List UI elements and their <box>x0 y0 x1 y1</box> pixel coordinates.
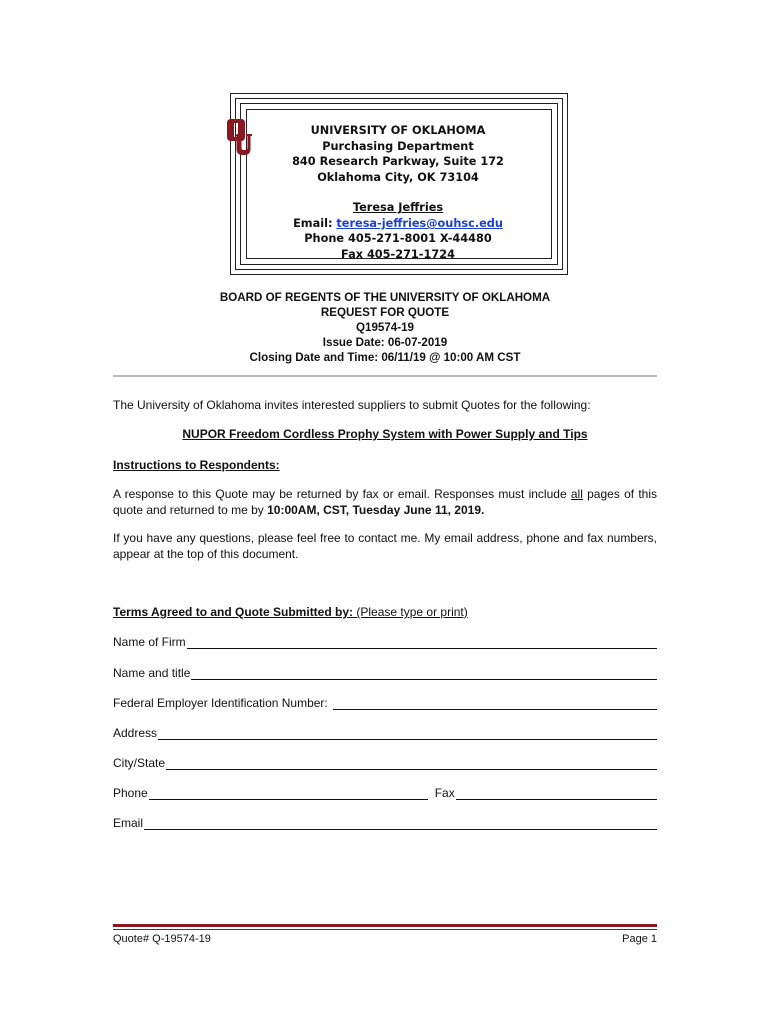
fax-label: Fax <box>434 786 455 800</box>
firm-name-field[interactable] <box>113 633 657 649</box>
para1-text-a: A response to this Quote may be returned by fax or email. Responses must include <box>113 487 571 501</box>
quote-number: Q19574-19 <box>355 321 414 334</box>
city-state-field[interactable] <box>113 754 657 770</box>
email-link[interactable]: teresa-jeffries@ouhsc.edu <box>336 217 503 230</box>
address-line[interactable] <box>158 727 657 740</box>
fein-label: Federal Employer Identification Number: <box>113 696 328 710</box>
fein-line[interactable] <box>333 697 657 710</box>
address-label: Address <box>113 726 158 740</box>
city-state-label: City/State <box>113 756 166 770</box>
divider <box>113 375 657 377</box>
email-line[interactable] <box>144 817 657 830</box>
address-line-1: 840 Research Parkway, Suite 172 <box>292 155 504 168</box>
issue-date: Issue Date: 06-07-2019 <box>322 336 448 349</box>
address-field[interactable] <box>113 724 657 740</box>
footer-rule-thick <box>113 924 657 927</box>
phone-fax-field[interactable] <box>113 784 657 800</box>
name-title-field[interactable] <box>113 664 657 680</box>
name-title-line[interactable] <box>191 667 657 680</box>
firm-name-line[interactable] <box>187 636 657 649</box>
contact-email <box>246 216 550 232</box>
firm-name-label: Name of Firm <box>113 635 186 649</box>
contact-fax: Fax 405-271-1724 <box>341 248 455 261</box>
footer-page-number: Page 1 <box>622 933 657 945</box>
terms-note: (Please type or print) <box>353 605 468 619</box>
phone-label: Phone <box>113 786 148 800</box>
para1-text-b: pages of this quote and returned to me by <box>113 487 657 517</box>
phone-line[interactable] <box>149 787 428 800</box>
item-description: NUPOR Freedom Cordless Prophy System with Power Supply and Tips <box>182 427 588 441</box>
contact-phone: Phone 405-271-8001 X-44480 <box>304 232 492 245</box>
address-line-2: Oklahoma City, OK 73104 <box>317 171 479 184</box>
fax-line[interactable] <box>456 787 657 800</box>
para1-all: all <box>570 487 583 501</box>
questions-paragraph: If you have any questions, please feel free to contact me. My email address, phone and fax numbers, appear at the top of this document. <box>113 531 657 561</box>
instructions-heading: Instructions to Respondents: <box>113 458 280 472</box>
email-label-form: Email <box>113 816 144 830</box>
doc-type: REQUEST FOR QUOTE <box>320 306 450 319</box>
board-title: BOARD OF REGENTS OF THE UNIVERSITY OF OKLAHOMA <box>219 291 551 304</box>
footer-quote-number: Quote# Q-19574-19 <box>113 933 211 945</box>
intro-text: The University of Oklahoma invites interested suppliers to submit Quotes for the following: <box>113 398 591 412</box>
para1-deadline: 10:00AM, CST, Tuesday June 11, 2019. <box>267 502 485 517</box>
closing-date: Closing Date and Time: 06/11/19 @ 10:00 AM CST <box>249 351 521 364</box>
terms-line <box>113 605 657 621</box>
name-title-label: Name and title <box>113 666 191 680</box>
fein-field[interactable] <box>113 694 657 710</box>
email-field[interactable] <box>113 814 657 830</box>
terms-heading: Terms Agreed to and Quote Submitted by: <box>113 605 354 619</box>
email-label: Email: <box>293 217 337 230</box>
contact-name: Teresa Jeffries <box>352 201 444 214</box>
org-name: UNIVERSITY OF OKLAHOMA <box>310 124 486 137</box>
footer-rule-thin <box>113 929 657 930</box>
city-state-line[interactable] <box>166 757 657 770</box>
instructions-paragraph <box>113 487 657 518</box>
dept-name: Purchasing Department <box>322 140 474 153</box>
